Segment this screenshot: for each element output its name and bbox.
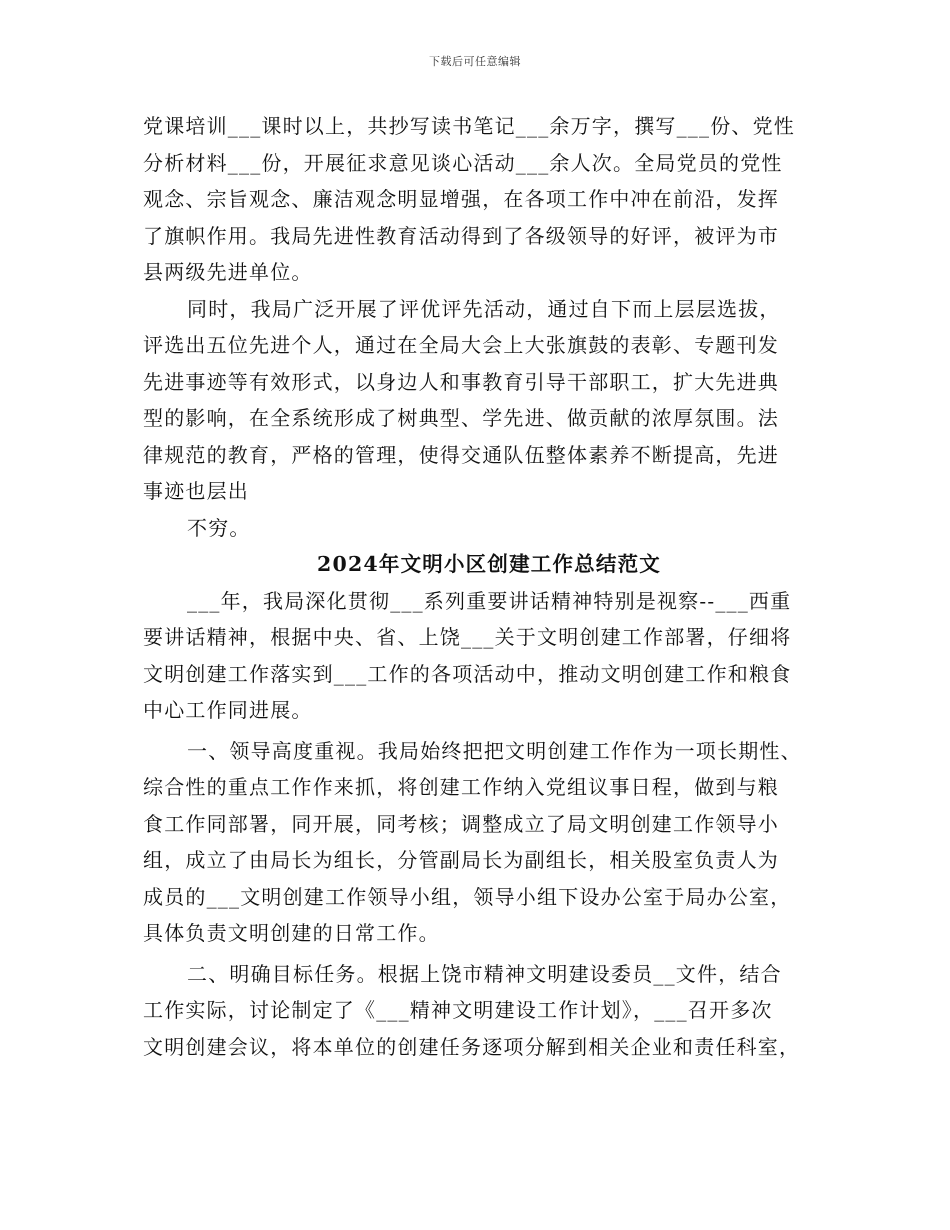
text-line: 文明创建会议，将本单位的创建任务逐项分解到相关企业和责任科室， xyxy=(143,1034,801,1059)
paragraph-start: ___年，我局深化贯彻___系列重要讲话精神特别是视察--___西重 xyxy=(187,588,792,613)
text-line: 观念、宗旨观念、廉洁观念明显增强，在各项工作中冲在前沿，发挥 xyxy=(143,187,779,211)
text-line: 县两级先进单位。 xyxy=(143,260,313,284)
text-line: 分析材料___份，开展征求意见谈心活动___余人次。全局党员的党性 xyxy=(143,150,783,175)
document-body xyxy=(143,108,815,1065)
paragraph-start: 一、领导高度重视。我局始终把把文明创建工作作为一项长期性、 xyxy=(187,738,802,763)
text-line: 律规范的教育，严格的管理，使得交通队伍整体素养不断提高，先进 xyxy=(143,442,779,467)
text-line: 型的影响，在全系统形成了树典型、学先进、做贡献的浓厚氛围。法 xyxy=(143,406,779,430)
text-line: 组，成立了由局长为组长，分管副局长为副组长，相关股室负责人为 xyxy=(143,848,779,872)
text-line: 要讲话精神，根据中央、省、上饶___关于文明创建工作部署，仔细将 xyxy=(143,625,792,649)
paragraph-start: 二、明确目标任务。根据上饶市精神文明建设委员__文件，结合 xyxy=(187,961,782,986)
text-line: 事迹也层出 xyxy=(143,479,249,503)
text-line: 不穷。 xyxy=(187,515,251,540)
text-line: 党课培训___课时以上，共抄写读书笔记___余万字，撰写___份、党性 xyxy=(143,114,795,138)
section-title: 2024年文明小区创建工作总结范文 xyxy=(317,552,661,576)
text-line: 综合性的重点工作作来抓，将创建工作纳入党组议事日程，做到与粮 xyxy=(143,775,779,799)
text-line: 文明创建工作落实到___工作的各项活动中，推动文明创建工作和粮食 xyxy=(143,661,792,686)
text-line: 了旗帜作用。我局先进性教育活动得到了各级领导的好评，被评为市 xyxy=(143,223,779,248)
text-line: 成员的___文明创建工作领导小组，领导小组下设办公室于局办公室， xyxy=(143,884,792,909)
text-line: 具体负责文明创建的日常工作。 xyxy=(143,921,440,945)
text-line: 工作实际，讨论制定了《___精神文明建设工作计划》，___召开多次 xyxy=(143,998,773,1022)
paragraph-start: 同时，我局广泛开展了评优评先活动，通过自下而上层层选拔， xyxy=(187,296,781,321)
text-line: 评选出五位先进个人，通过在全局大会上大张旗鼓的表彰、专题刊发 xyxy=(143,333,779,357)
text-line: 食工作同部署，同开展，同考核；调整成立了局文明创建工作领导小 xyxy=(143,811,779,836)
text-line: 中心工作同进展。 xyxy=(143,698,313,722)
text-line: 先进事迹等有效形式，以身边人和事教育引导干部职工，扩大先进典 xyxy=(143,369,779,394)
header-note: 下载后可任意编辑 xyxy=(429,55,521,68)
